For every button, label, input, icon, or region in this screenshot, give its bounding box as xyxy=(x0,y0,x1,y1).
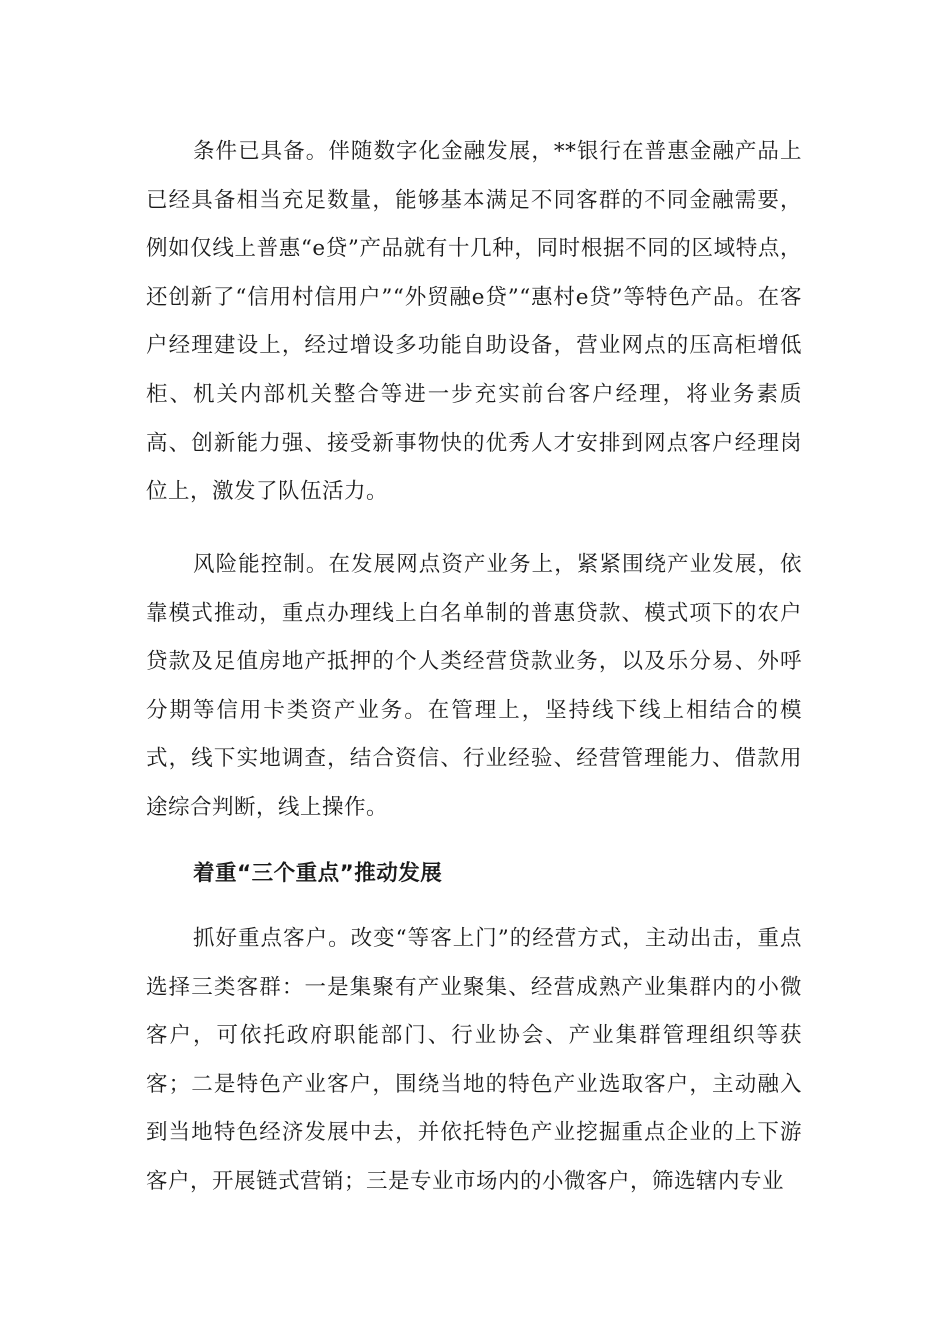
section-heading: 着重“三个重点”推动发展 xyxy=(193,861,443,886)
body-paragraph: 抓好重点客户。改变“等客上门”的经营方式，主动出击，重点选择三类客群：一是集聚有产业聚集、经营成熟产业集群内的小微客户，可依托政府职能部门、行业协会、产业集群管理组织等获客；二是特色产业客户，围绕当地的特色产业选取客户，主动融入到当地特色经济发展中去，并依托特色产业挖掘重点企业的上下游客户，开展链式营销；三是专业市场内的小微客户，筛选辖内专业 xyxy=(146,926,802,1194)
body-paragraph: 风险能控制。在发展网点资产业务上，紧紧围绕产业发展，依靠模式推动，重点办理线上白名单制的普惠贷款、模式项下的农户贷款及足值房地产抵押的个人类经营贷款业务，以及乐分易、外呼分期等信用卡类资产业务。在管理上，坚持线下线上相结合的模式，线下实地调查，结合资信、行业经验、经营管理能力、借款用途综合判断，线上操作。 xyxy=(146,552,802,820)
body-paragraph: 条件已具备。伴随数字化金融发展，**银行在普惠金融产品上已经具备相当充足数量，能够基本满足不同客群的不同金融需要，例如仅线上普惠“e贷”产品就有十几种，同时根据不同的区域特点，还创新了“信用村信用户”“外贸融e贷”“惠村e贷”等特色产品。在客户经理建设上，经过增设多功能自助设备，营业网点的压高柜增低柜、机关内部机关整合等进一步充实前台客户经理，将业务素质高、创新能力强、接受新事物快的优秀人才安排到网点客户经理岗位上，激发了队伍活力。 xyxy=(146,139,802,505)
